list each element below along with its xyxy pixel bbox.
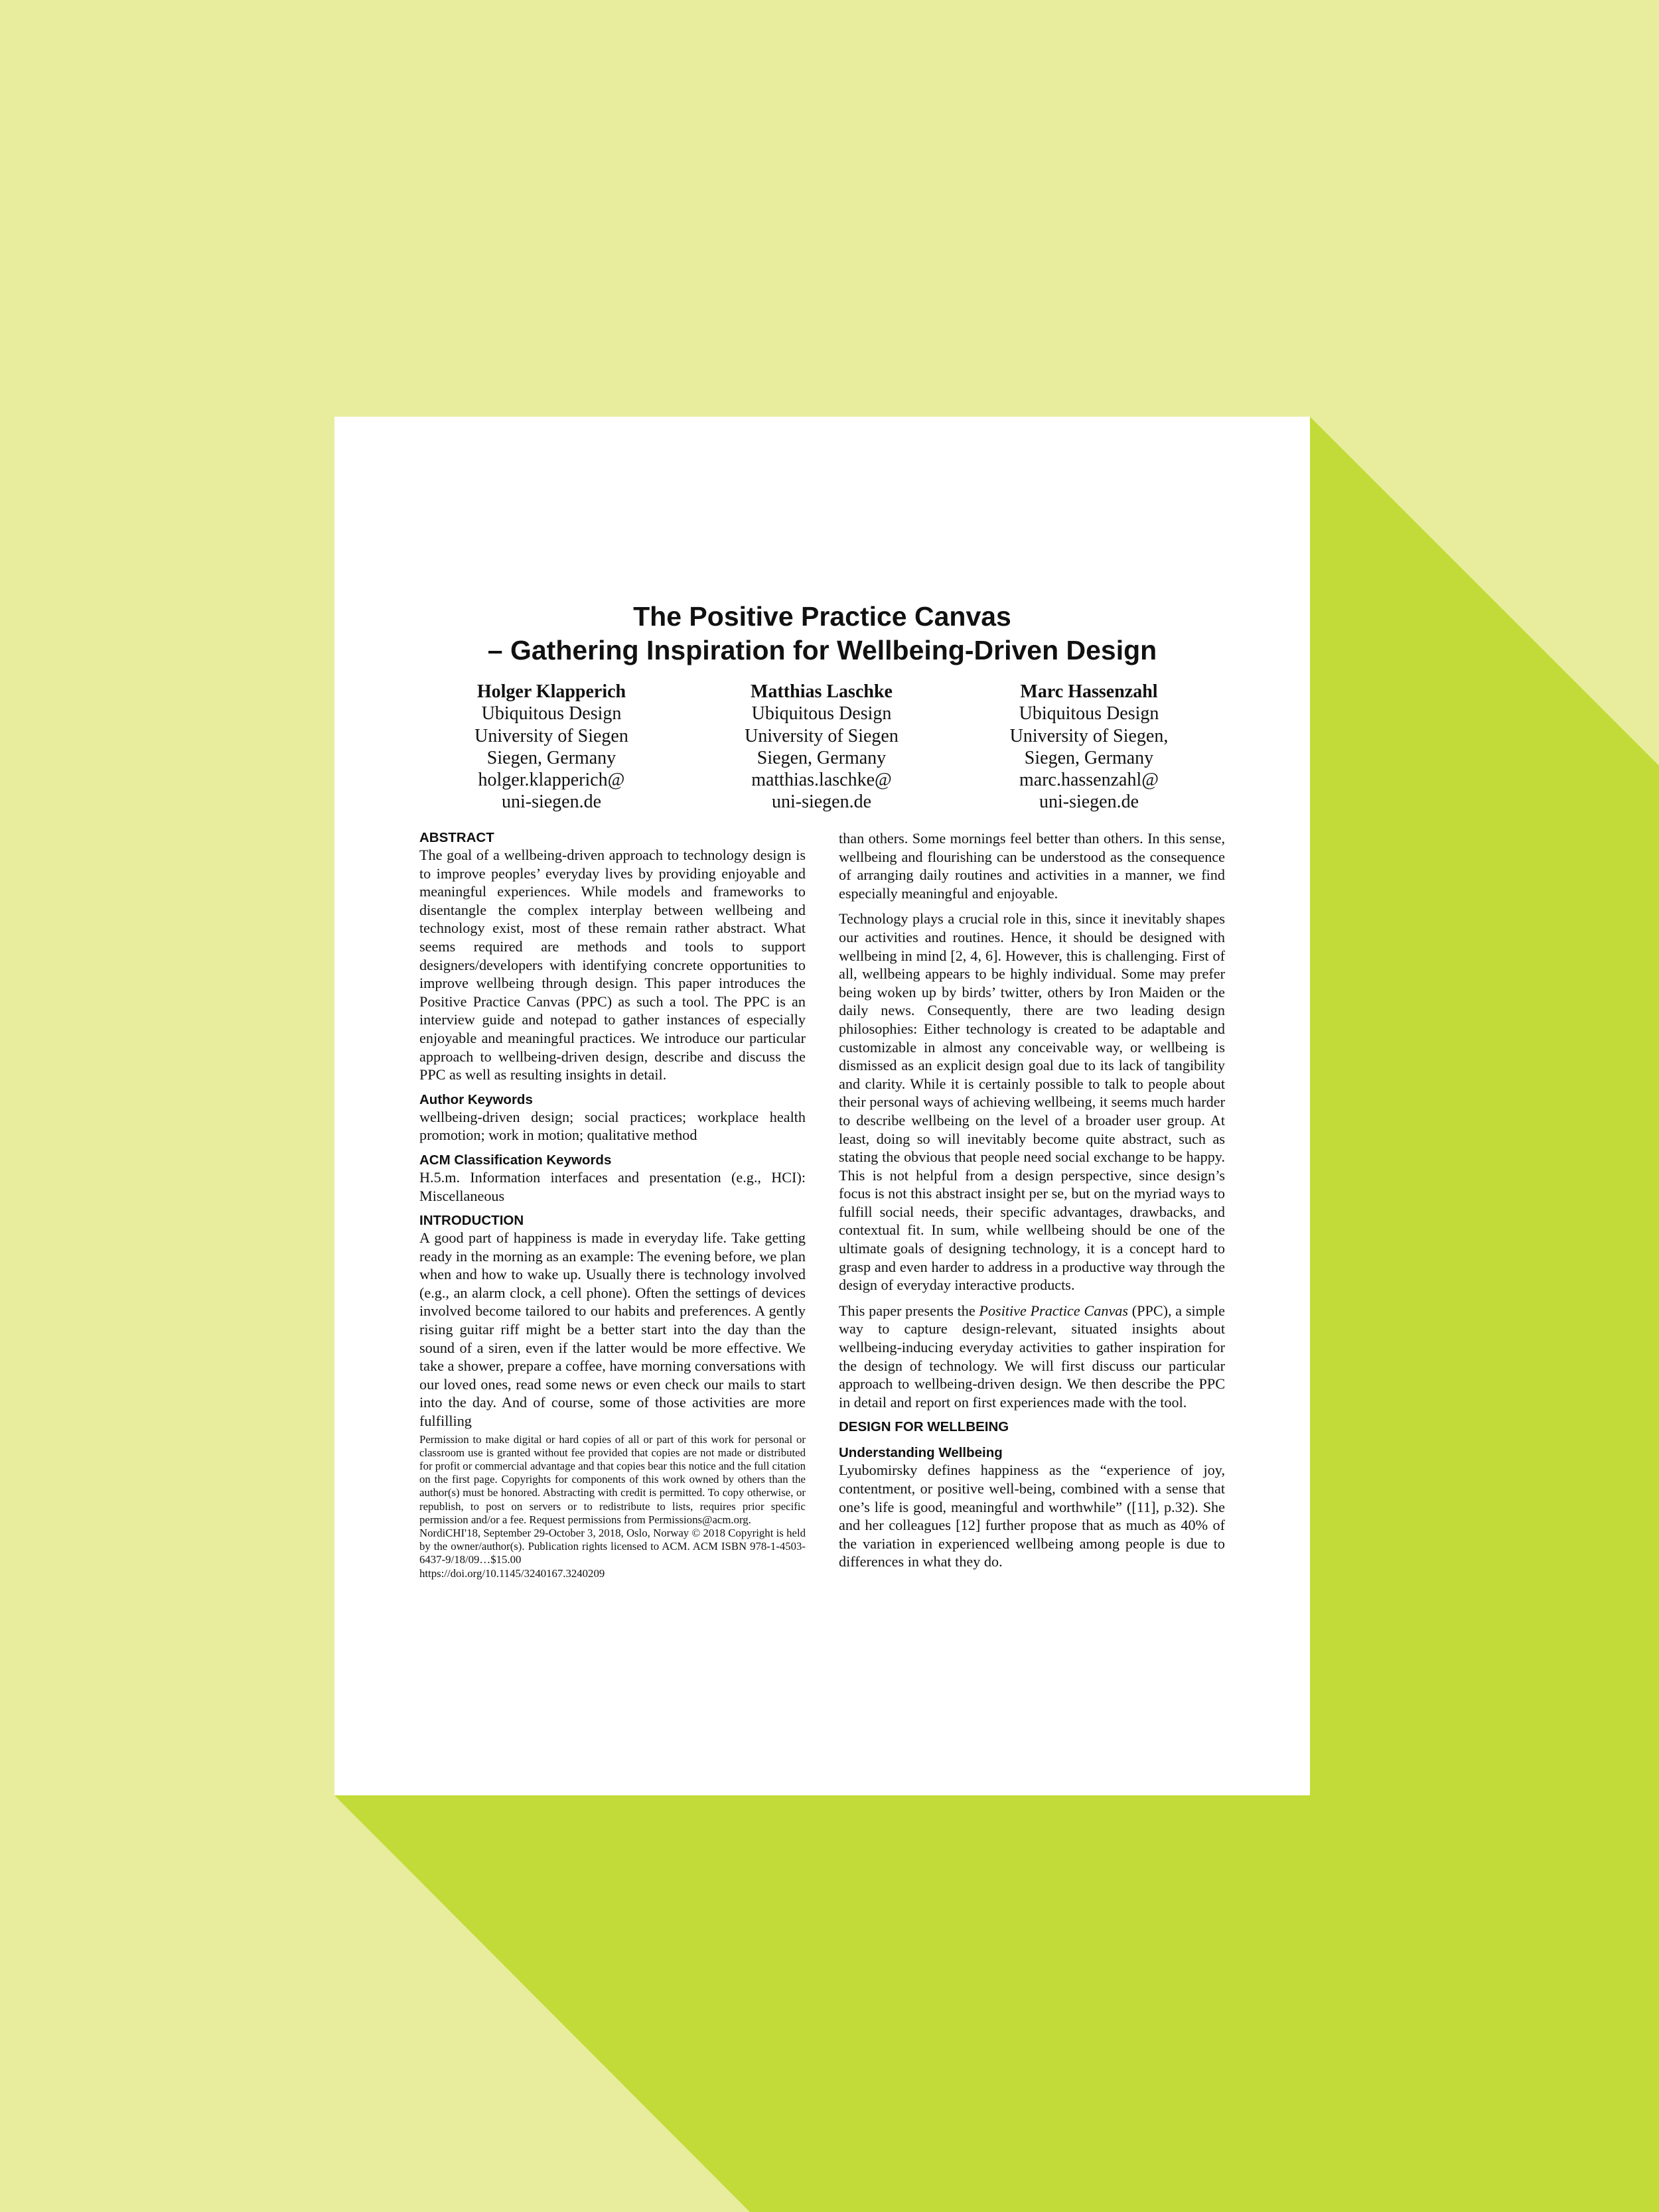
- author-name: Marc Hassenzahl: [1020, 681, 1158, 702]
- keywords-text: wellbeing-driven design; social practices; workplace health promotion; work in motion; qualitative method: [419, 1108, 806, 1144]
- author-location: Siegen, Germany: [1024, 747, 1154, 768]
- doi-link[interactable]: https://doi.org/10.1145/3240167.3240209: [419, 1566, 605, 1580]
- abstract-heading: ABSTRACT: [419, 830, 494, 845]
- body-paragraph: Lyubomirsky defines happiness as the “experience of joy, contentment, or positive well-being, combined with a sense that one’s life is good, meaningful and worthwhile” ([11], p.32). She and her colleagues [12] further propose that as much as 40% of the variation in experienced wellbeing among people is due to differences in what they do.: [839, 1462, 1225, 1570]
- introduction-heading: INTRODUCTION: [419, 1213, 524, 1229]
- copyright-notice: [419, 1433, 806, 1580]
- keywords-heading: Author Keywords: [419, 1091, 533, 1107]
- author-email-user: marc.hassenzahl@: [1019, 770, 1159, 791]
- subsection-heading: Understanding Wellbeing: [839, 1445, 1003, 1461]
- author-location: Siegen, Germany: [486, 747, 616, 768]
- author-email-user: matthias.laschke@: [751, 770, 892, 791]
- title-line-1: The Positive Practice Canvas: [633, 601, 1011, 632]
- author-university: University of Siegen: [474, 725, 628, 746]
- acm-text: H.5.m. Information interfaces and presentation (e.g., HCI): Miscellaneous: [419, 1168, 806, 1204]
- author-email-domain: uni-siegen.de: [1039, 792, 1139, 813]
- author-name: Holger Klapperich: [476, 681, 626, 702]
- author-university: University of Siegen,: [1009, 725, 1169, 746]
- paper-page: [334, 417, 1310, 1795]
- acm-heading: ACM Classification Keywords: [419, 1152, 612, 1168]
- paper-title: [334, 600, 1310, 667]
- author-email-domain: uni-siegen.de: [501, 792, 602, 813]
- abstract-text: The goal of a wellbeing-driven approach to technology design is to improve peoples’ everyday lives by providing enjoyable and meaningful experiences. While models and frameworks to disentangle the complex interplay between wellbeing and technology exist, most of these remain rather abstract. What seems required are methods and tools to support designers/developers with identifying concrete opportunities to improve wellbeing through design. This paper introduces the Positive Practice Canvas (PPC) as such a tool. The PPC is an interview guide and notepad to gather instances of especially enjoyable and meaningful practices. We introduce our particular approach to wellbeing-driven design, describe and discuss the PPC as well as resulting insights in detail.: [419, 847, 806, 1083]
- text-run: (PPC), a simple way to capture design-relevant, situated insights about wellbeing-inducing everyday activities to gather inspiration for the design of technology. We will first discuss our particular approach to wellbeing-driven design. We then describe the PPC in detail and report on first experiences made with the tool.: [839, 1302, 1225, 1411]
- body-paragraph: [839, 1302, 1225, 1412]
- left-column: [419, 829, 806, 1580]
- design-heading: DESIGN FOR WELLBEING: [839, 1419, 1009, 1435]
- permission-text: Permission to make digital or hard copies of all or part of this work for personal or classroom use is granted without fee provided that copies are not made or distributed for profit or commercial advantage and that copies bear this notice and the full citation on the first page. Copyrights for components of this work owned by others than the author(s) must be honored. Abstracting with credit is permitted. To copy otherwise, or republish, to post on servers or to redistribute to lists, requires prior specific permission and/or a fee. Request permissions from Permissions@acm.org.: [419, 1432, 806, 1526]
- author-location: Siegen, Germany: [757, 747, 887, 768]
- text-run: This paper presents the: [839, 1302, 979, 1319]
- author-affiliation: Ubiquitous Design: [751, 703, 892, 725]
- author-2: [709, 681, 934, 813]
- author-block: [334, 681, 1310, 835]
- title-line-2: – Gathering Inspiration for Wellbeing-Driven Design: [487, 635, 1157, 665]
- body-paragraph: Technology plays a crucial role in this, since it inevitably shapes our activities and routines. Hence, it should be designed with wellbeing in mind [2, 4, 6]. However, this is challenging. First of all, wellbeing appears to be highly individual. Some may prefer being woken up by birds’ twitter, others by Iron Maiden or the daily news. Consequently, there are two leading design philosophies: Either technology is created to be adaptable and customizable in almost any conceivable way, or wellbeing is dismissed as an explicit design goal due to its lack of tangibility and clarity. While it is certainly possible to talk to people about their personal ways of achieving wellbeing, it seems much harder to describe wellbeing on the level of a broader user group. At least, doing so will inevitably become quite abstract, such as stating the obvious that people need social exchange to be happy. This is not helpful from a design perspective, since design’s focus is not this abstract insight per se, but on the myriad ways to fulfill social needs, their specific advantages, drawbacks, and contextual fit. In sum, while wellbeing should be one of the ultimate goals of designing technology, it is a concept hard to grasp and even harder to address in a productive way through the design of everyday interactive products.: [839, 910, 1225, 1294]
- conference-text: NordiCHI'18, September 29-October 3, 2018, Oslo, Norway © 2018 Copyright is held by the owner/author(s). Publication rights licensed to ACM. ACM ISBN 978-1-4503-6437-9/18/09…$15.00: [419, 1527, 806, 1566]
- body-paragraph: than others. Some mornings feel better than others. In this sense, wellbeing and flourishing can be understood as the consequence of arranging daily routines and activities in a manner, we find especially meaningful and enjoyable.: [839, 830, 1225, 902]
- author-university: University of Siegen: [745, 725, 899, 746]
- author-email-user: holger.klapperich@: [478, 770, 625, 791]
- author-1: [439, 681, 664, 813]
- emphasis-text: Positive Practice Canvas: [979, 1302, 1129, 1319]
- author-affiliation: Ubiquitous Design: [1019, 703, 1159, 725]
- author-3: [976, 681, 1202, 813]
- author-name: Matthias Laschke: [751, 681, 893, 702]
- right-column: [839, 829, 1225, 1578]
- author-email-domain: uni-siegen.de: [771, 792, 872, 813]
- introduction-text: A good part of happiness is made in everyday life. Take getting ready in the morning as an example: The evening before, we plan when and how to wake up. Usually there is technology involved (e.g., an alarm clock, a cell phone). Often the settings of devices involved become tailored to our habits and preferences. A gently rising guitar riff might be a better start into the day than the sound of a siren, even if the latter would be more effective. We take a shower, prepare a coffee, have morning conversations with our loved ones, read some news or even check our mails to start into the day. And of course, some of those activities are more fulfilling: [419, 1229, 806, 1430]
- author-affiliation: Ubiquitous Design: [481, 703, 622, 725]
